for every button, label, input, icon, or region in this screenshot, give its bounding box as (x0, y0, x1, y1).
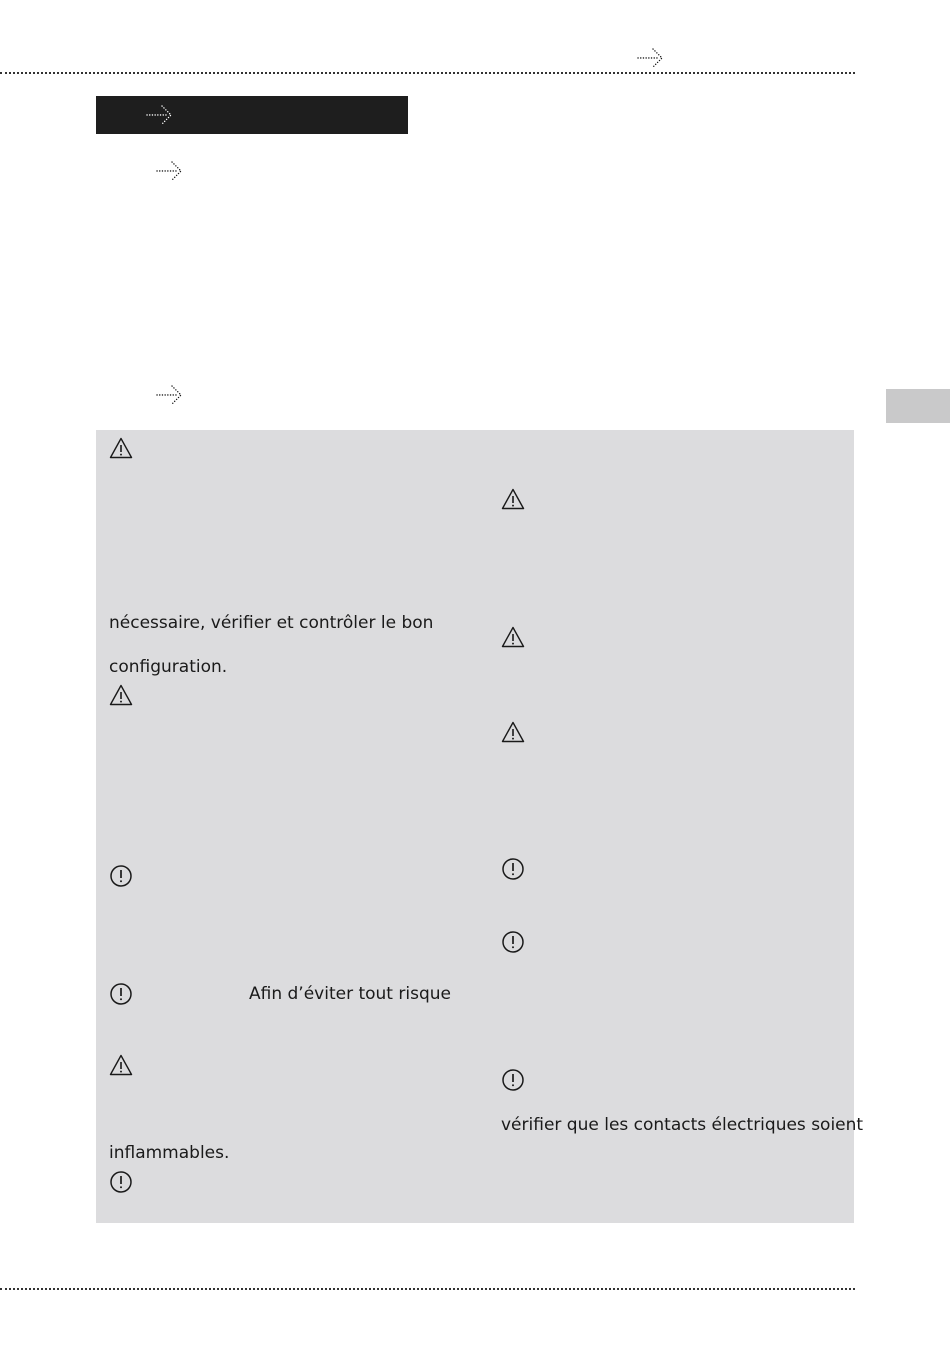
side-language-tab (886, 389, 950, 423)
dotted-arrow-icon (156, 160, 186, 182)
warning-triangle-icon (109, 436, 133, 460)
right-text-line: vérifier que les contacts électriques soient (501, 1115, 864, 1135)
warning-triangle-icon (501, 625, 525, 649)
left-text-line: nécessaire, vérifier et contrôler le bon (109, 613, 434, 633)
dotted-arrow-icon (156, 384, 186, 406)
dotted-arrow-icon (146, 104, 176, 126)
header-divider (0, 72, 855, 74)
footer-divider (0, 1288, 855, 1290)
warning-triangle-icon (501, 720, 525, 744)
exclamation-circle-icon (501, 1068, 525, 1092)
left-text-line: inflammables. (109, 1143, 230, 1163)
safety-panel (96, 430, 854, 1223)
exclamation-circle-icon (501, 857, 525, 881)
exclamation-circle-icon (109, 982, 133, 1006)
left-text-line: Afin d’éviter tout risque (249, 984, 451, 1004)
section-heading-bar (96, 96, 408, 134)
left-text-line: configuration. (109, 657, 228, 677)
exclamation-circle-icon (109, 864, 133, 888)
exclamation-circle-icon (501, 930, 525, 954)
exclamation-circle-icon (109, 1170, 133, 1194)
warning-triangle-icon (109, 1053, 133, 1077)
dotted-arrow-icon (637, 47, 667, 69)
warning-triangle-icon (109, 683, 133, 707)
warning-triangle-icon (501, 487, 525, 511)
